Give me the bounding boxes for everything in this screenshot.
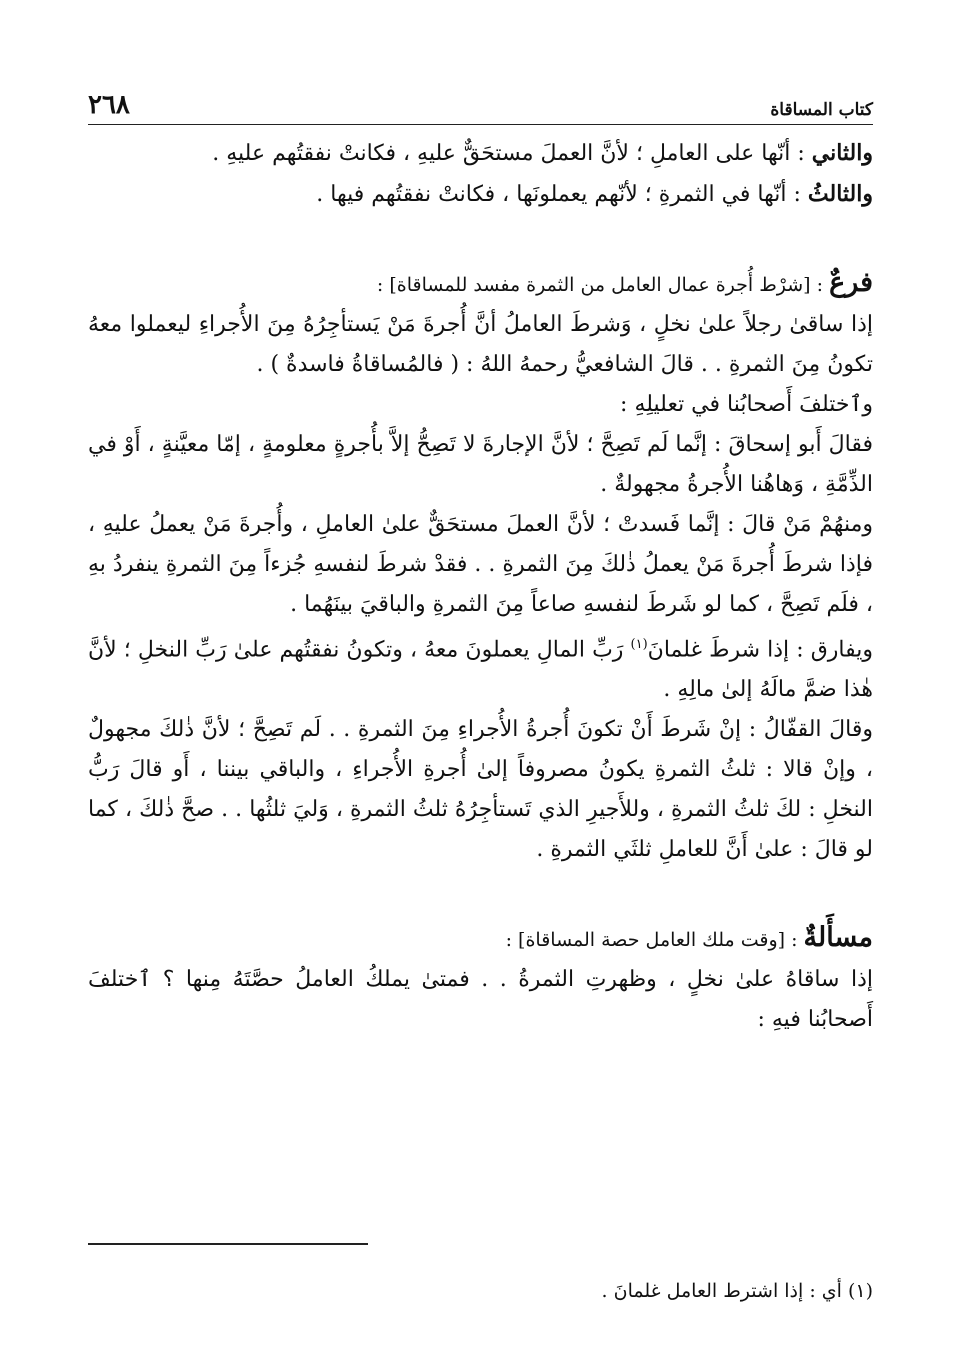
- page-number: ٢٦٨: [88, 90, 130, 120]
- paragraph: فقالَ أَبو إسحاقَ : إنَّما لَم تَصِحَّ ؛ لأنَّ الإجارةَ لا تَصِحُّ إلاَّ بأُجرةٍ معلومةٍ ، إمّا معيَّنةٍ ، أَوْ في الذِّمَّةِ ، وَهاهُنا الأُجرةُ مجهولةٌ .: [88, 432, 873, 497]
- footnote: (١) أي : إذا اشترط العامل غلمانَ .: [601, 1280, 873, 1302]
- section-heading-masala: مسأَلةٌ : [وقت ملك العامل حصة المساقاة] :: [505, 922, 873, 954]
- paragraph: إذا ساقىٰ رجلاً علىٰ نخلٍ ، وَشرطَ العاملُ أنَّ أُجرةَ مَنْ يَستأجِرُهُ مِنَ الأُجراءِ ليعملوا معهُ تكونُ مِنَ الثمرةِ . . قالَ الشافعيُّ رحمهُ اللهُ : ( فالمُساقاةُ فاسدةٌ ) .: [88, 312, 873, 377]
- running-title: كتاب المساقاة: [770, 100, 873, 120]
- paragraph: وٱختلفَ أَصحابُنا في تعليلِهِ :: [620, 392, 873, 417]
- paragraph-with-footnote-ref: ويفارق : إذا شرطَ غلمانَ$^{(١)}$ رَبِّ المالِ يعملونَ معهُ ، وتكونُ نفقتُهم علىٰ رَبِّ النخلِ ؛ لأنَّ هٰذا ضمَّ مالَهُ إلىٰ مالِهِ .: [88, 637, 874, 703]
- page-header: [88, 88, 873, 125]
- paragraph: وقالَ القفّالُ : إنْ شَرطَ أَنْ تكونَ أُجرةُ الأُجراءِ مِنَ الثمرةِ . . لَم تَصِحَّ ؛ لأنَّ ذٰلكَ مجهولٌ ، وإنْ قالا : ثلثُ الثمرةِ يكونُ مصروفاً إلىٰ أُجرةِ الأُجراءِ ، والباقي بيننا ، أَو قالَ رَبُّ النخلِ : لكَ ثلثُ الثمرةِ ، وللأَجيرِ الذي تَستأجِرُهُ ثلثُ الثمرةِ ، وَليَ ثلثُها . . صحَّ ذٰلكَ ، كما لو قالَ : علىٰ أَنَّ للعاملِ ثلثَي الثمرةِ .: [88, 717, 873, 863]
- page-body: [88, 88, 873, 1040]
- paragraph: ومنهُمْ مَنْ قالَ : إنَّما فَسدتْ ؛ لأنَّ العملَ مستحَقٌّ علىٰ العاملِ ، وأُجرةَ مَنْ يعملُ عليهِ ، فإذا شرطَ أُجرةَ مَنْ يعملُ ذٰلكَ مِنَ الثمرةِ . . فقدْ شرطَ لنفسهِ جُزءاً مِنَ الثمرةِ ينفردُ بهِ ، فلَم تَصِحَّ ، كما لو شَرطَ لنفسهِ صاعاً مِنَ الثمرةِ والباقيَ بينَهُما .: [88, 512, 873, 617]
- footnote-divider: [88, 1243, 368, 1245]
- paragraph: إذا ساقاهُ علىٰ نخلٍ ، وظهرتِ الثمرةُ . . فمتىٰ يملكُ العاملُ حصَّتَهُ مِنها ؟ ٱختلفَ أَصحابُنا فيهِ :: [88, 967, 873, 1033]
- opinion-third: والثالثُ : أنّها في الثمرةِ ؛ لأنّهم يعملونَها ، فكانتْ نفقتُهم فيها .: [316, 181, 873, 207]
- footnote-ref: (١): [630, 637, 648, 652]
- section-heading-far: فرعٌ : [شرْط أُجرة عمال العامل من الثمرة مفسد للمساقاة] :: [376, 267, 873, 298]
- opinion-second: والثاني : أنّها على العاملِ ؛ لأنَّ العملَ مستحَقٌّ عليهِ ، فكانتْ نفقتُهم عليهِ .: [212, 140, 873, 166]
